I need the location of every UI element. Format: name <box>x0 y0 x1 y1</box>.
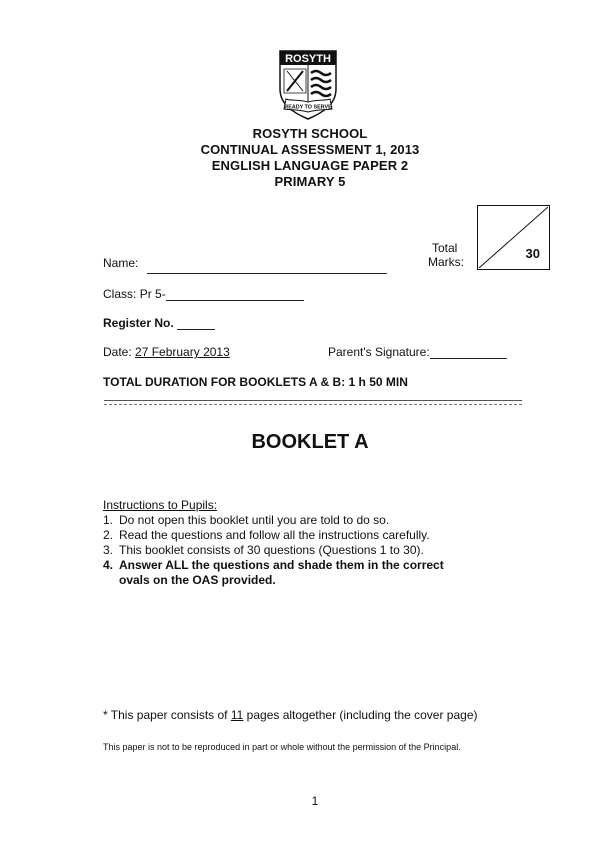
page-count: 11 <box>230 708 244 722</box>
class-prefix: Pr 5- <box>139 287 166 301</box>
class-label: Class: <box>103 287 137 301</box>
instructions-list <box>103 513 563 588</box>
date-label: Date: <box>103 345 132 359</box>
crest-banner-text: ROSYTH <box>285 53 331 65</box>
duration-text: TOTAL DURATION FOR BOOKLETS A & B: 1 h 50 MIN <box>103 375 408 389</box>
total-marks-box <box>477 205 550 270</box>
date-row <box>103 345 230 359</box>
separator-line <box>104 400 522 405</box>
page-number: 1 <box>311 794 319 808</box>
name-label: Name: <box>103 256 139 270</box>
name-field[interactable] <box>147 256 387 274</box>
copyright-note: This paper is not to be reproduced in part or whole without the permission of the Principal. <box>103 742 461 752</box>
crest-motto: READY TO SERVE <box>284 104 332 111</box>
instruction-item: 4. Answer ALL the questions and shade them in the correct ovals on the OAS provided. <box>103 558 444 587</box>
instruction-item: 2. Read the questions and follow all the instructions carefully. <box>103 528 430 542</box>
total-marks-label-2: Marks: <box>428 255 464 269</box>
instructions <box>103 498 563 588</box>
signature-row <box>328 345 507 359</box>
paper-title: ENGLISH LANGUAGE PAPER 2 <box>211 158 409 173</box>
booklet-title: BOOKLET A <box>251 431 369 453</box>
register-row <box>103 316 215 330</box>
class-field[interactable] <box>166 288 304 301</box>
date-value: 27 February 2013 <box>135 345 230 359</box>
signature-label: Parent's Signature: <box>328 345 430 359</box>
level-title: PRIMARY 5 <box>274 174 346 189</box>
signature-field[interactable] <box>430 346 507 359</box>
register-field[interactable] <box>177 317 215 330</box>
instruction-item: 3. This booklet consists of 30 questions (Questions 1 to 30). <box>103 543 424 557</box>
register-label: Register No. <box>103 316 174 330</box>
instructions-title: Instructions to Pupils: <box>103 498 218 512</box>
page-count-note: * This paper consists of 11 pages altogether (including the cover page) <box>103 708 478 722</box>
total-marks-value: 30 <box>525 246 540 261</box>
instruction-item: 1. Do not open this booklet until you are told to do so. <box>103 513 390 527</box>
total-marks-label-1: Total <box>432 241 458 255</box>
school-crest-logo <box>270 47 346 121</box>
school-name: ROSYTH SCHOOL <box>252 126 368 141</box>
assessment-title: CONTINUAL ASSESSMENT 1, 2013 <box>200 142 420 157</box>
class-row <box>103 287 304 301</box>
